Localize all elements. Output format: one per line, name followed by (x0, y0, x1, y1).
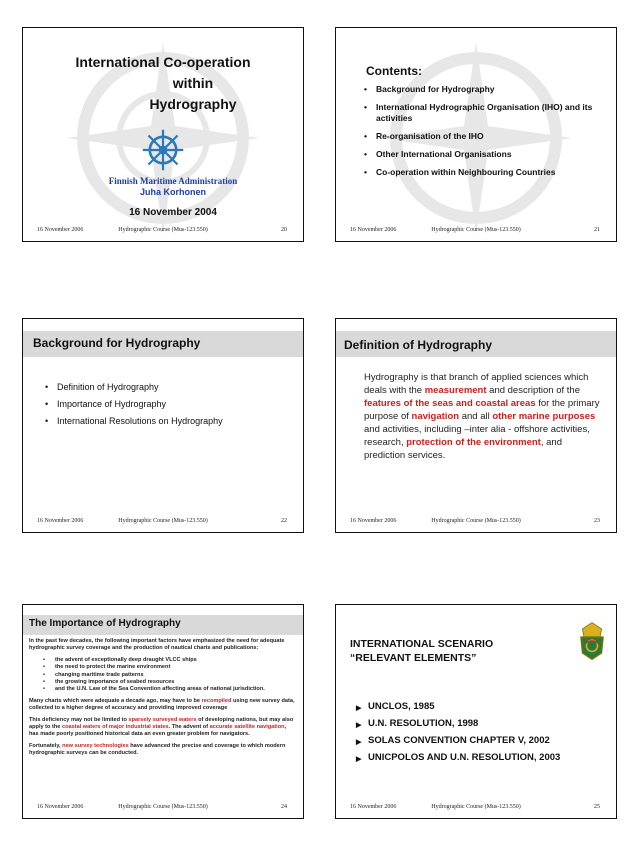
footer-course: Hydrographic Course (Mus-123.550) (118, 804, 208, 810)
list-item: • International Hydrographic Organisation (IHO) and its activities (364, 102, 598, 124)
list-item: ▶ UNCLOS, 1985 (356, 701, 606, 713)
paragraph-recompiled: Many charts which were adequate a decade ago, may have to be recompiled using new survey data, collected to a higher degree of accuracy and providing improved coverage (29, 697, 295, 712)
slide-number: 22 (281, 518, 287, 524)
list-item: • the advent of exceptionally deep draught VLCC ships (43, 657, 297, 664)
slide-number: 24 (281, 804, 287, 810)
footer-date: 16 November 2006 (37, 804, 84, 810)
contents-list (364, 84, 598, 178)
slide-title: Background for Hydrography (33, 336, 201, 350)
slide-footer (23, 804, 303, 814)
footer-date: 16 November 2006 (37, 227, 84, 233)
importance-body (29, 638, 297, 758)
list-item: • changing maritime trade patterns (43, 672, 297, 679)
footer-date: 16 November 2006 (350, 227, 397, 233)
title-line-1: INTERNATIONAL SCENARIO (350, 638, 494, 650)
paragraph-deficiency: This deficiency may not be limited to sparsely surveyed waters of developing nations, but may also apply to the coastal waters of major industrial states. The advent of accurate satellite navigation, has made poorly positioned historical data an even greater problem for navigators. (29, 716, 294, 738)
list-item: ▶ SOLAS CONVENTION CHAPTER V, 2002 (356, 735, 606, 747)
footer-course: Hydrographic Course (Mus-123.550) (431, 804, 521, 810)
slide-21[interactable] (335, 27, 617, 242)
list-item: • the growing importance of seabed resources (43, 679, 297, 686)
slide-number: 21 (594, 227, 600, 233)
scenario-list (356, 701, 606, 764)
list-item: • Re-organisation of the IHO (364, 131, 598, 142)
slide-22[interactable] (22, 318, 304, 533)
list-item: • Importance of Hydrography (45, 398, 293, 410)
slide-number: 20 (281, 227, 287, 233)
org-name: Finnish Maritime Administration (108, 176, 238, 186)
footer-course: Hydrographic Course (Mus-123.550) (431, 518, 521, 524)
title-line-2: within (172, 75, 214, 91)
author: Juha Korhonen (139, 187, 206, 197)
title-line-3: Hydrography (149, 96, 237, 112)
slide-25[interactable] (335, 604, 617, 819)
list-item: • Co-operation within Neighbouring Countries (364, 167, 598, 178)
paragraph-technologies: Fortunately, new survey technologies have advanced the precise and coverage to which modern hydrographic surveys can be conducted. (29, 742, 286, 757)
slide-title (350, 637, 493, 665)
slide-24[interactable] (22, 604, 304, 819)
slide-footer (336, 804, 616, 814)
topics-list (45, 381, 293, 427)
slide-footer (336, 518, 616, 528)
title-line-1: International Co-operation (75, 54, 251, 70)
crest-emblem-icon (576, 619, 608, 663)
slide-title: Definition of Hydrography (344, 338, 492, 352)
footer-date: 16 November 2006 (37, 518, 84, 524)
footer-course: Hydrographic Course (Mus-123.550) (431, 227, 521, 233)
intro-paragraph: In the past few decades, the following important factors have emphasized the need for adequate hydrographic survey coverage and the production of nautical charts and publications: (29, 638, 285, 652)
presentation-date: 16 November 2004 (129, 207, 217, 218)
slide-number: 23 (594, 518, 600, 524)
list-item: • Definition of Hydrography (45, 381, 293, 393)
slide-20[interactable] (22, 27, 304, 242)
list-item: ▶ UNICPOLOS AND U.N. RESOLUTION, 2003 (356, 752, 606, 764)
list-item: • International Resolutions on Hydrography (45, 415, 293, 427)
list-item: • Background for Hydrography (364, 84, 598, 95)
list-item: • Other International Organisations (364, 149, 598, 160)
ship-wheel-logo-icon (141, 128, 185, 172)
footer-course: Hydrographic Course (Mus-123.550) (118, 518, 208, 524)
slide-footer (23, 227, 303, 237)
footer-course: Hydrographic Course (Mus-123.550) (118, 227, 208, 233)
footer-date: 16 November 2006 (350, 804, 397, 810)
slide-number: 25 (594, 804, 600, 810)
slide-footer (23, 518, 303, 528)
factors-list (43, 657, 297, 694)
slide-title: The Importance of Hydrography (29, 618, 181, 629)
footer-date: 16 November 2006 (350, 518, 397, 524)
slide-title: Contents: (366, 64, 422, 78)
list-item: • the need to protect the marine environment (43, 664, 297, 671)
list-item: ▶ U.N. RESOLUTION, 1998 (356, 718, 606, 730)
slide-footer (336, 227, 616, 237)
title-line-2: “RELEVANT ELEMENTS” (350, 652, 477, 664)
list-item: • and the U.N. Law of the Sea Convention affecting areas of national jurisdiction. (43, 686, 297, 693)
slide-23[interactable] (335, 318, 617, 533)
definition-paragraph: Hydrography is that branch of applied sciences which deals with the measurement and description of the features of the seas and coastal areas for the primary purpose of navigation and all other marine purposes and activities, including –inter alia - offshore activities, research, protection of the environment, and prediction services. (364, 372, 600, 461)
